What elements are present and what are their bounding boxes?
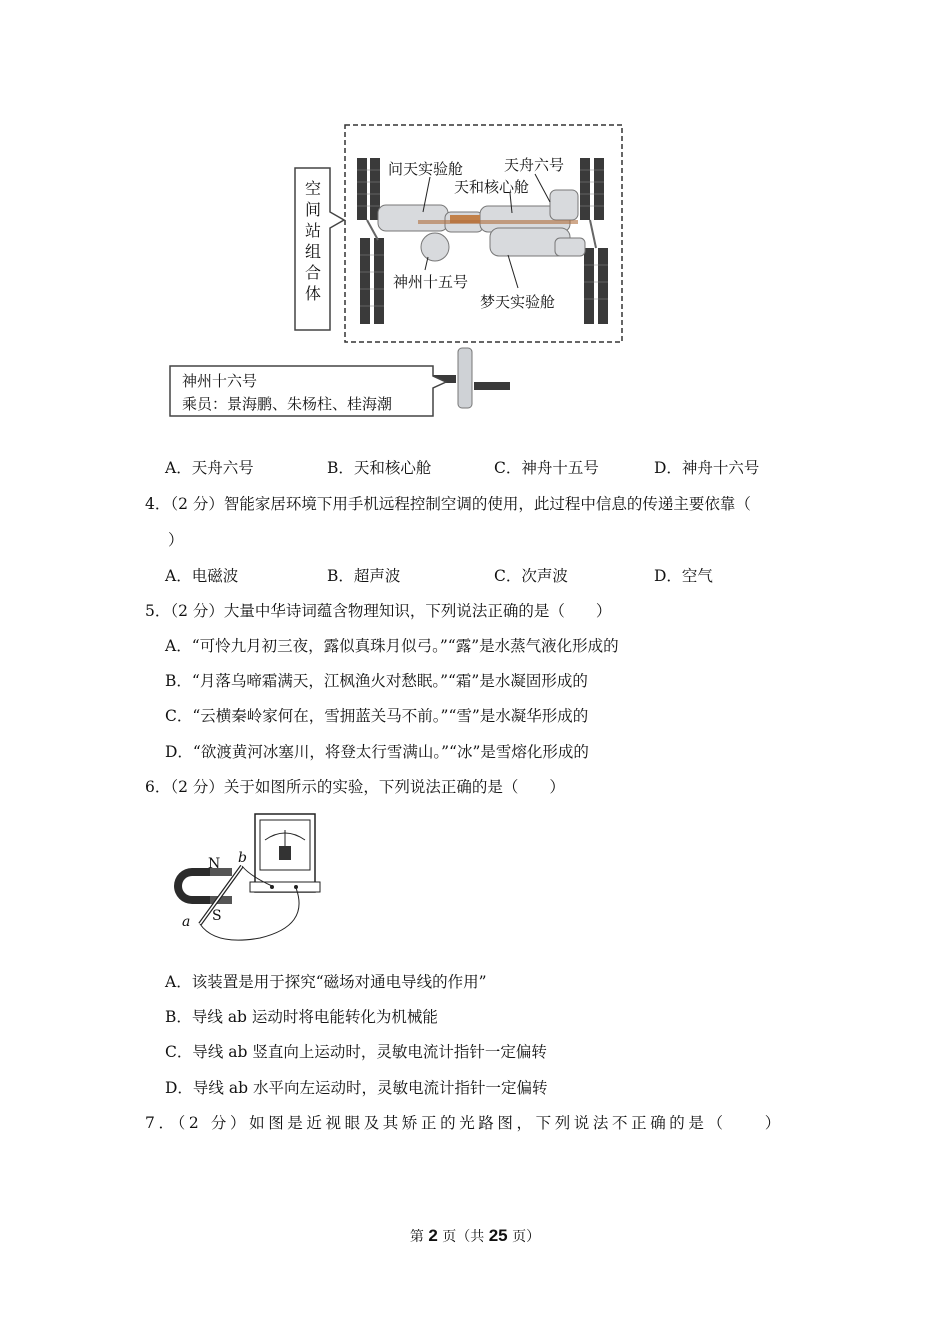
induction-experiment-figure <box>160 806 330 946</box>
side-char: 体 <box>304 284 321 303</box>
side-char: 合 <box>304 263 321 282</box>
q4-option-c: C．次声波 <box>494 567 568 585</box>
q5-stem: 5．（2 分）大量中华诗词蕴含物理知识，下列说法正确的是（ ） <box>145 602 612 620</box>
q4-option-b: B．超声波 <box>327 567 401 585</box>
q6-option-b: B．导线 ab 运动时将电能转化为机械能 <box>165 1008 438 1026</box>
magnet-s-label: S <box>212 908 222 924</box>
q6-option-a: A．该装置是用于探究“磁场对通电导线的作用” <box>165 973 487 991</box>
q5-option-b: B．“月落乌啼霜满天，江枫渔火对愁眠。”“霜”是水凝固形成的 <box>165 672 588 690</box>
footer-page-number: 2 <box>428 1226 438 1245</box>
side-char: 空 <box>304 179 321 198</box>
q6-option-d: D．导线 ab 水平向左运动时，灵敏电流计指针一定偏转 <box>165 1079 548 1097</box>
q5-option-a: A．“可怜九月初三夜，露似真珠月似弓。”“露”是水蒸气液化形成的 <box>165 637 619 655</box>
side-char: 组 <box>304 242 321 261</box>
footer-prefix: 第 <box>409 1229 424 1245</box>
label-shenzhou15: 神州十五号 <box>393 273 469 291</box>
station-side-label <box>299 178 327 304</box>
q5-option-d: D．“欲渡黄河冰塞川，将登太行雪满山。”“冰”是雪熔化形成的 <box>165 743 589 761</box>
q4-options <box>165 566 805 586</box>
wire-b-label: b <box>238 850 247 866</box>
label-wentian: 问天实验舱 <box>388 160 464 178</box>
footer-total-pages: 25 <box>488 1226 508 1245</box>
wire-a-label: a <box>182 914 191 930</box>
label-tianzhou6: 天舟六号 <box>504 156 565 174</box>
callout-line2: 乘员：景海鹏、朱杨柱、桂海潮 <box>182 395 393 413</box>
footer-suffix: 页） <box>512 1229 541 1245</box>
q4-option-a: A．电磁波 <box>165 567 239 585</box>
q4-stem: 4．（2 分）智能家居环境下用手机远程控制空调的使用，此过程中信息的传递主要依靠（ <box>145 495 751 513</box>
side-char: 间 <box>304 200 321 219</box>
side-char: 站 <box>304 221 321 240</box>
q4-option-d: D．空气 <box>654 567 713 585</box>
label-mengtian: 梦天实验舱 <box>480 293 556 311</box>
q4-stem-close: ） <box>168 531 184 549</box>
callout-line1: 神州十六号 <box>182 372 258 390</box>
q5-option-c: C．“云横秦岭家何在，雪拥蓝关马不前。”“雪”是水凝华形成的 <box>165 707 589 725</box>
label-tianhe: 天和核心舱 <box>454 178 530 196</box>
q3-option-c: C．神舟十五号 <box>494 459 599 477</box>
footer-middle: 页（共 <box>442 1229 485 1245</box>
q3-option-d: D．神舟十六号 <box>654 459 760 477</box>
q3-option-b: B．天和核心舱 <box>327 459 432 477</box>
page-footer <box>0 1226 950 1246</box>
q6-option-c: C．导线 ab 竖直向上运动时，灵敏电流计指针一定偏转 <box>165 1043 547 1061</box>
q7-stem: 7．（2 分）如图是近视眼及其矫正的光路图，下列说法不正确的是（ ） <box>145 1114 784 1132</box>
magnet-n-label: N <box>208 856 221 872</box>
q6-stem: 6．（2 分）关于如图所示的实验，下列说法正确的是（ ） <box>145 778 565 796</box>
q3-option-a: A．天舟六号 <box>165 459 254 477</box>
q3-options <box>165 458 805 478</box>
space-station-figure <box>160 120 630 425</box>
